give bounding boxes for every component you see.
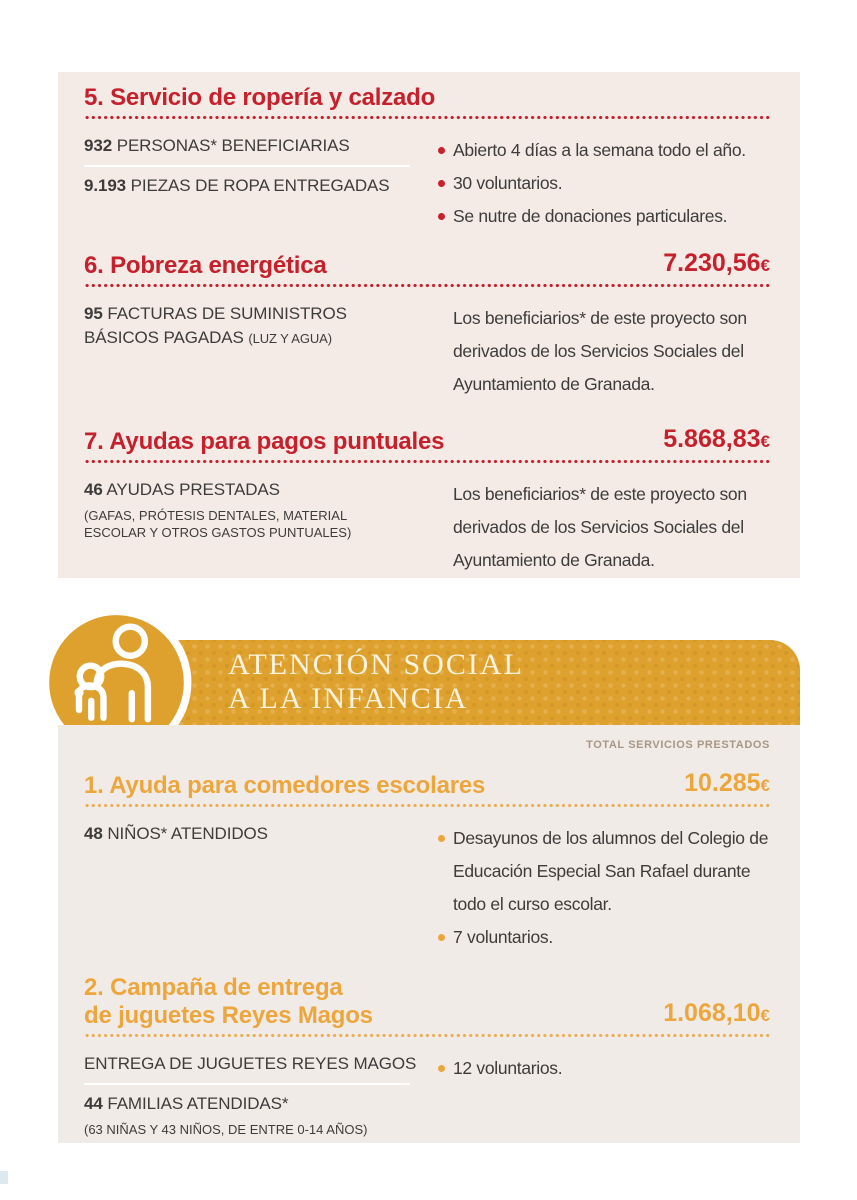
section-reyes-magos — [84, 974, 770, 1138]
section-title: 5. Servicio de ropería y calzado — [84, 84, 436, 111]
section-title: 6. Pobreza energética — [84, 252, 327, 279]
stat-divider — [84, 165, 410, 167]
dotted-divider — [84, 459, 770, 464]
stat-line — [84, 478, 438, 502]
bullet-item — [438, 1052, 770, 1085]
bullet-dot-icon — [438, 180, 445, 187]
dotted-divider — [84, 1033, 770, 1038]
stat-line — [84, 302, 380, 351]
section-amount — [663, 249, 770, 280]
section-title-row — [84, 249, 770, 280]
details-column — [438, 822, 770, 954]
section-title-line1: 2. Campaña de entrega — [84, 974, 343, 1001]
stat-label: FAMILIAS ATENDIDAS* — [107, 1094, 289, 1113]
stat-line: ENTREGA DE JUGUETES REYES MAGOS — [84, 1054, 417, 1073]
stat-value: 46 — [84, 480, 103, 499]
details-column — [438, 134, 770, 233]
stat-line — [84, 174, 438, 198]
section-ayudas-puntuales — [84, 425, 770, 577]
amount-value: 7.230,56 — [663, 249, 761, 277]
stat-label: PIEZAS DE ROPA ENTREGADAS — [130, 176, 390, 195]
page-edge-artifact — [0, 1171, 8, 1184]
section-columns — [84, 822, 770, 954]
stat-line — [84, 822, 438, 846]
stat-label: FACTURAS DE SUMINISTROS BÁSICOS PAGADAS — [84, 304, 347, 347]
bullet-dot-icon — [438, 934, 445, 941]
section-title-row — [84, 769, 770, 800]
stats-column — [84, 302, 438, 401]
dotted-divider — [84, 115, 770, 120]
dotted-divider — [84, 283, 770, 288]
details-column — [438, 478, 770, 577]
bullet-item — [438, 167, 770, 200]
euro-sign: € — [760, 776, 770, 795]
section-paragraph: Los beneficiarios* de este proyecto son derivados de los Servicios Sociales del Ayuntamiento de Granada. — [453, 484, 747, 570]
details-column — [438, 1052, 770, 1138]
amount-value: 1.068,10 — [663, 999, 761, 1027]
stat-value: 95 — [84, 304, 103, 323]
section-amount — [684, 769, 770, 800]
bullet-dot-icon — [438, 147, 445, 154]
section-title-row — [84, 425, 770, 456]
banner-title-line2: A LA INFANCIA — [228, 682, 469, 715]
section-columns — [84, 134, 770, 233]
bullet-text: 12 voluntarios. — [453, 1058, 563, 1078]
stat-line — [84, 134, 438, 158]
bullet-item — [438, 822, 770, 921]
stat-value: 932 — [84, 136, 113, 155]
bullet-text: Desayunos de los alumnos del Colegio de Educación Especial San Rafael durante todo el curso escolar. — [453, 828, 769, 914]
section-title-row — [84, 84, 770, 112]
section-amount — [663, 425, 770, 456]
stat-value: 44 — [84, 1094, 103, 1113]
section-title: 7. Ayudas para pagos puntuales — [84, 428, 445, 455]
stat-note: (63 NIÑAS Y 43 NIÑOS, DE ENTRE 0-14 AÑOS) — [84, 1122, 368, 1137]
bullet-dot-icon — [438, 213, 445, 220]
dotted-divider — [84, 803, 770, 808]
stats-column — [84, 1052, 438, 1138]
section-title: 1. Ayuda para comedores escolares — [84, 772, 486, 799]
stats-column — [84, 134, 438, 233]
stats-column — [84, 478, 438, 577]
stat-note: (GAFAS, PRÓTESIS DENTALES, MATERIAL ESCOLAR Y OTROS GASTOS PUNTUALES) — [84, 508, 352, 540]
total-servicios-label: TOTAL SERVICIOS PRESTADOS — [586, 739, 770, 751]
stat-label: AYUDAS PRESTADAS — [106, 480, 280, 499]
bullet-text: 30 voluntarios. — [453, 173, 563, 193]
stats-column — [84, 822, 438, 954]
bullet-item — [438, 134, 770, 167]
details-column — [438, 302, 770, 401]
section-title — [84, 974, 373, 1030]
section-title-line2: de juguetes Reyes Magos — [84, 1002, 373, 1029]
section-roperia — [84, 84, 770, 233]
section-amount — [663, 999, 770, 1030]
section-paragraph: Los beneficiarios* de este proyecto son derivados de los Servicios Sociales del Ayuntamiento de Granada. — [453, 308, 747, 394]
stat-label: NIÑOS* ATENDIDOS — [107, 824, 268, 843]
bullet-text: Abierto 4 días a la semana todo el año. — [453, 140, 746, 160]
infancia-banner — [58, 640, 800, 725]
section-columns — [84, 478, 770, 577]
bullet-text: Se nutre de donaciones particulares. — [453, 206, 728, 226]
euro-sign: € — [760, 1006, 770, 1025]
amount-value: 10.285 — [684, 769, 761, 797]
section-columns — [84, 302, 770, 401]
section-title-row — [84, 974, 770, 1030]
stat-note: (LUZ Y AGUA) — [248, 331, 332, 346]
section-pobreza-energetica — [84, 249, 770, 401]
bullet-item — [438, 200, 770, 233]
stat-value: 48 — [84, 824, 103, 843]
bullet-dot-icon — [438, 835, 445, 842]
euro-sign: € — [760, 256, 770, 275]
bullet-item — [438, 921, 770, 954]
banner-title-line1: ATENCIÓN SOCIAL — [228, 648, 524, 681]
bullet-text: 7 voluntarios. — [453, 927, 553, 947]
stat-label: PERSONAS* BENEFICIARIAS — [116, 136, 350, 155]
stat-divider — [84, 1083, 410, 1085]
section-columns — [84, 1052, 770, 1138]
stat-value: 9.193 — [84, 176, 127, 195]
section-comedores — [84, 769, 770, 954]
infancia-card — [58, 725, 800, 1143]
services-card — [58, 72, 800, 578]
amount-value: 5.868,83 — [663, 425, 761, 453]
banner-title — [228, 648, 524, 716]
stat-line — [84, 1092, 438, 1116]
bullet-dot-icon — [438, 1065, 445, 1072]
euro-sign: € — [760, 432, 770, 451]
